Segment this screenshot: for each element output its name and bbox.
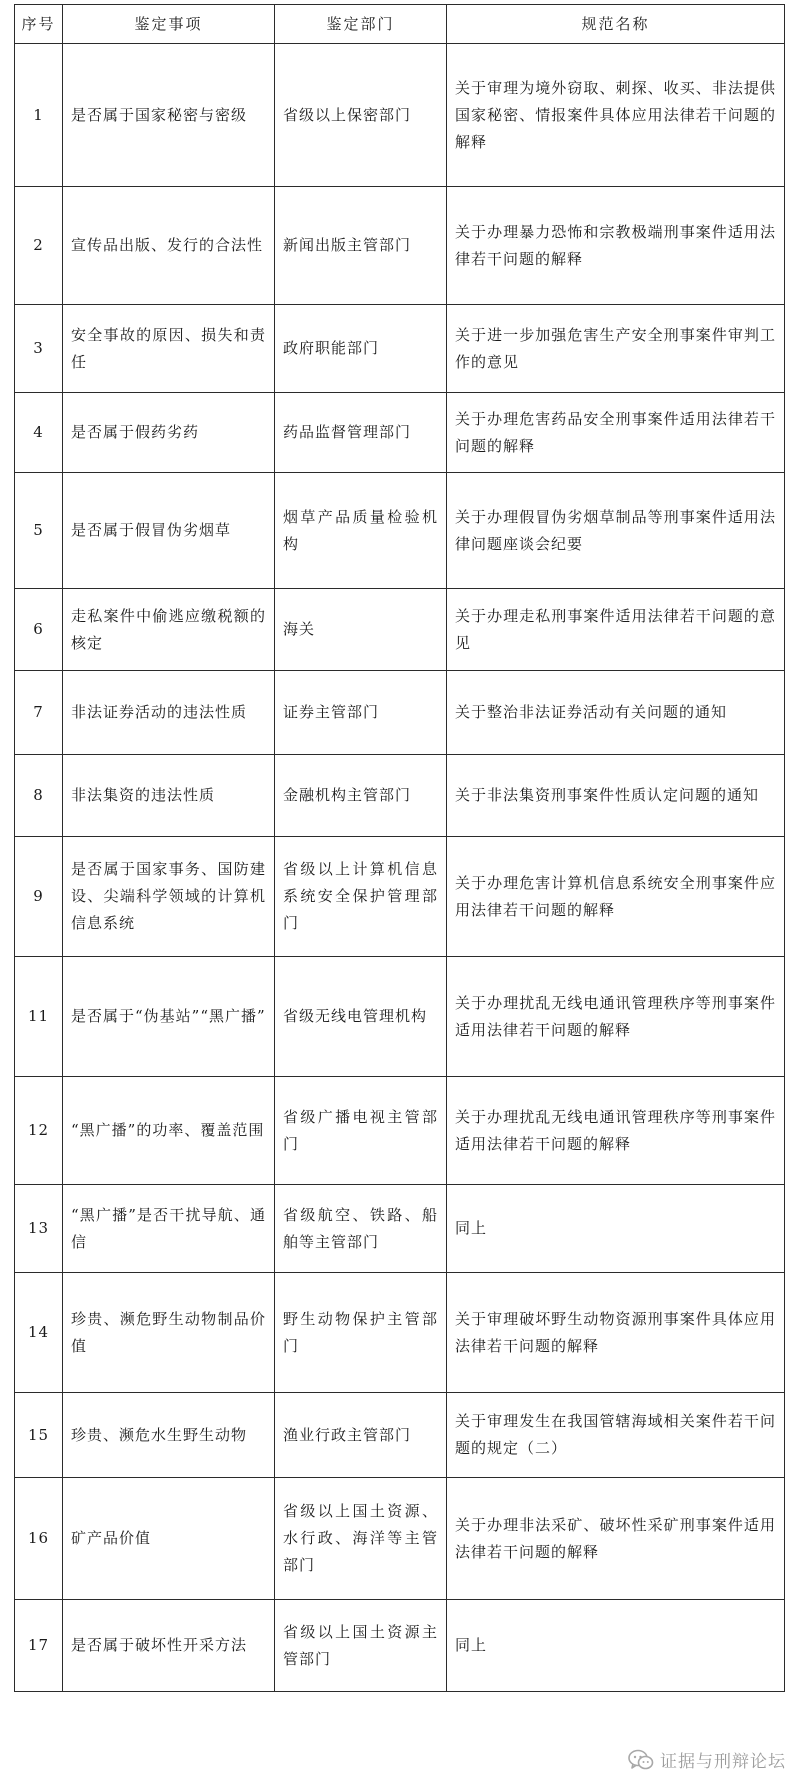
cell-dept: 省级以上国土资源、水行政、海洋等主管部门 [275, 1478, 447, 1600]
cell-no: 16 [15, 1478, 63, 1600]
cell-item: 是否属于破坏性开采方法 [63, 1600, 275, 1692]
cell-item: “黑广播”是否干扰导航、通信 [63, 1185, 275, 1273]
table-row [15, 671, 785, 755]
cell-norm: 关于办理危害药品安全刑事案件适用法律若干问题的解释 [447, 393, 785, 473]
cell-norm: 关于非法集资刑事案件性质认定问题的通知 [447, 755, 785, 837]
cell-item: 走私案件中偷逃应缴税额的核定 [63, 589, 275, 671]
cell-dept: 海关 [275, 589, 447, 671]
cell-no: 12 [15, 1077, 63, 1185]
header-dept: 鉴定部门 [275, 5, 447, 44]
cell-dept: 省级以上保密部门 [275, 44, 447, 187]
watermark-text: 证据与刑辩论坛 [660, 1752, 786, 1772]
table-row [15, 1273, 785, 1393]
watermark [628, 1747, 786, 1772]
cell-norm: 关于办理走私刑事案件适用法律若干问题的意见 [447, 589, 785, 671]
cell-no: 8 [15, 755, 63, 837]
cell-no: 7 [15, 671, 63, 755]
cell-norm: 关于审理发生在我国管辖海域相关案件若干问题的规定（二） [447, 1393, 785, 1478]
cell-dept: 野生动物保护主管部门 [275, 1273, 447, 1393]
cell-item: 非法证券活动的违法性质 [63, 671, 275, 755]
header-item: 鉴定事项 [63, 5, 275, 44]
table-row [15, 1393, 785, 1478]
cell-no: 11 [15, 957, 63, 1077]
table-row [15, 187, 785, 305]
cell-norm: 关于办理非法采矿、破坏性采矿刑事案件适用法律若干问题的解释 [447, 1478, 785, 1600]
cell-no: 14 [15, 1273, 63, 1393]
table-row [15, 1077, 785, 1185]
cell-no: 2 [15, 187, 63, 305]
cell-item: 是否属于假药劣药 [63, 393, 275, 473]
cell-dept: 药品监督管理部门 [275, 393, 447, 473]
table-row [15, 44, 785, 187]
cell-no: 13 [15, 1185, 63, 1273]
cell-norm: 同上 [447, 1185, 785, 1273]
cell-norm: 关于办理暴力恐怖和宗教极端刑事案件适用法律若干问题的解释 [447, 187, 785, 305]
cell-dept: 省级无线电管理机构 [275, 957, 447, 1077]
cell-dept: 省级广播电视主管部门 [275, 1077, 447, 1185]
cell-dept: 证券主管部门 [275, 671, 447, 755]
table-row [15, 1478, 785, 1600]
cell-item: 是否属于国家秘密与密级 [63, 44, 275, 187]
cell-dept: 烟草产品质量检验机构 [275, 473, 447, 589]
table-row [15, 837, 785, 957]
cell-dept: 省级以上计算机信息系统安全保护管理部门 [275, 837, 447, 957]
cell-item: 宣传品出版、发行的合法性 [63, 187, 275, 305]
cell-no: 15 [15, 1393, 63, 1478]
cell-no: 4 [15, 393, 63, 473]
cell-norm: 关于进一步加强危害生产安全刑事案件审判工作的意见 [447, 305, 785, 393]
cell-item: 珍贵、濒危野生动物制品价值 [63, 1273, 275, 1393]
cell-item: 矿产品价值 [63, 1478, 275, 1600]
cell-no: 9 [15, 837, 63, 957]
wechat-icon [628, 1749, 654, 1771]
cell-no: 3 [15, 305, 63, 393]
cell-dept: 金融机构主管部门 [275, 755, 447, 837]
cell-no: 17 [15, 1600, 63, 1692]
cell-norm: 关于办理假冒伪劣烟草制品等刑事案件适用法律问题座谈会纪要 [447, 473, 785, 589]
header-norm: 规范名称 [447, 5, 785, 44]
cell-norm: 同上 [447, 1600, 785, 1692]
cell-dept: 渔业行政主管部门 [275, 1393, 447, 1478]
table-row [15, 957, 785, 1077]
cell-dept: 省级以上国土资源主管部门 [275, 1600, 447, 1692]
table-header-row [15, 5, 785, 44]
cell-no: 6 [15, 589, 63, 671]
table-row [15, 473, 785, 589]
cell-no: 1 [15, 44, 63, 187]
table-row [15, 1185, 785, 1273]
table-row [15, 1600, 785, 1692]
cell-item: 珍贵、濒危水生野生动物 [63, 1393, 275, 1478]
cell-item: 安全事故的原因、损失和责任 [63, 305, 275, 393]
cell-item: “黑广播”的功率、覆盖范围 [63, 1077, 275, 1185]
table-row [15, 393, 785, 473]
cell-item: 是否属于假冒伪劣烟草 [63, 473, 275, 589]
regulation-table [14, 4, 785, 1692]
cell-item: 是否属于“伪基站”“黑广播” [63, 957, 275, 1077]
cell-norm: 关于办理扰乱无线电通讯管理秩序等刑事案件适用法律若干问题的解释 [447, 957, 785, 1077]
cell-dept: 新闻出版主管部门 [275, 187, 447, 305]
header-no: 序号 [15, 5, 63, 44]
table-row [15, 589, 785, 671]
table-row [15, 755, 785, 837]
cell-dept: 省级航空、铁路、船舶等主管部门 [275, 1185, 447, 1273]
cell-norm: 关于整治非法证券活动有关问题的通知 [447, 671, 785, 755]
cell-norm: 关于审理为境外窃取、刺探、收买、非法提供国家秘密、情报案件具体应用法律若干问题的解释 [447, 44, 785, 187]
cell-norm: 关于办理危害计算机信息系统安全刑事案件应用法律若干问题的解释 [447, 837, 785, 957]
cell-dept: 政府职能部门 [275, 305, 447, 393]
cell-item: 是否属于国家事务、国防建设、尖端科学领域的计算机信息系统 [63, 837, 275, 957]
cell-norm: 关于审理破坏野生动物资源刑事案件具体应用法律若干问题的解释 [447, 1273, 785, 1393]
cell-item: 非法集资的违法性质 [63, 755, 275, 837]
table-row [15, 305, 785, 393]
cell-norm: 关于办理扰乱无线电通讯管理秩序等刑事案件适用法律若干问题的解释 [447, 1077, 785, 1185]
cell-no: 5 [15, 473, 63, 589]
